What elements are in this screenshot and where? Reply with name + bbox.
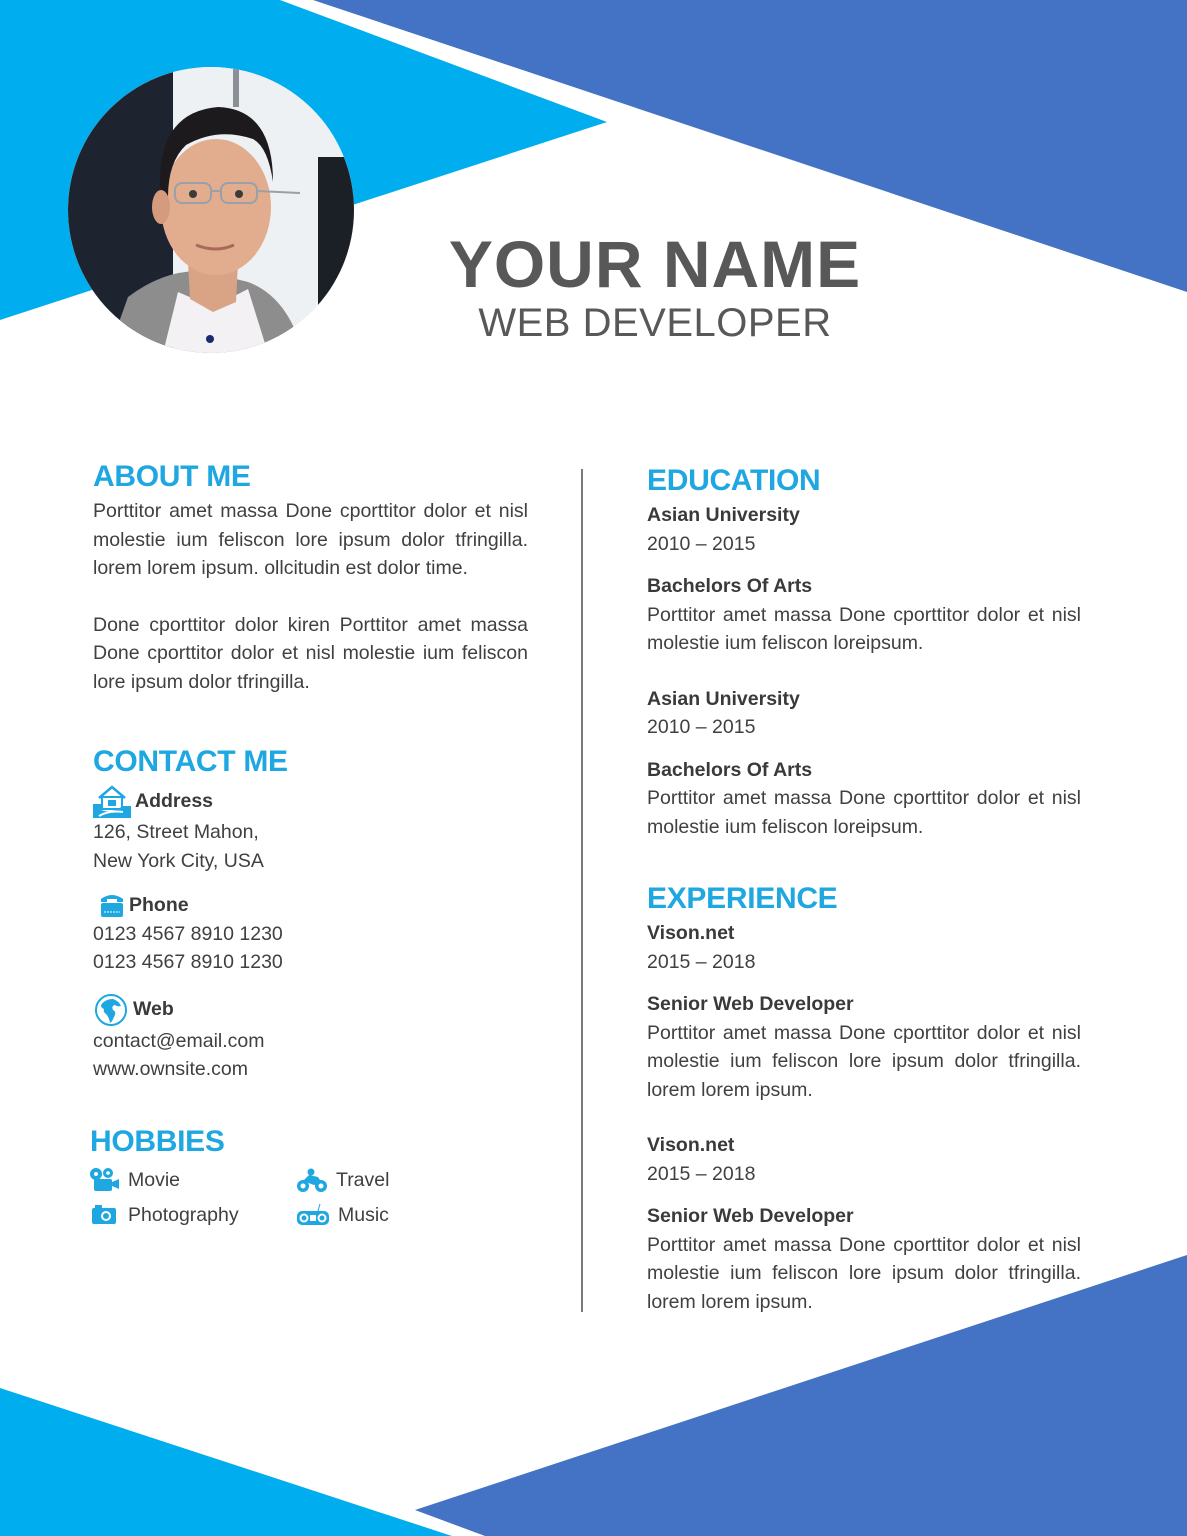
company-name: Vison.net (647, 922, 735, 944)
portrait-illustration (68, 67, 354, 353)
hobby-label: Travel (336, 1168, 390, 1191)
globe-icon (93, 993, 129, 1027)
phone-number[interactable]: 0123 4567 8910 1230 (93, 922, 283, 945)
about-heading: ABOUT ME (93, 460, 251, 493)
school-name: Asian University (647, 504, 800, 526)
film-projector-icon (88, 1167, 120, 1193)
degree-name: Bachelors Of Arts (647, 575, 813, 597)
hobby-item (296, 1201, 446, 1230)
camera-icon (88, 1202, 120, 1228)
web-label: Web (133, 998, 174, 1021)
address-line: 126, Street Mahon, (93, 821, 259, 843)
company-name: Vison.net (647, 1134, 735, 1156)
experience-description: Porttitor amet massa Done cporttitor dolor et nisl molestie ium feliscon lore ipsum dolor tfringilla. lorem lorem ipsum. (647, 1233, 1081, 1313)
experience-years: 2015 – 2018 (647, 1162, 756, 1185)
person-name: YOUR NAME (448, 227, 862, 301)
position-title: Senior Web Developer (647, 993, 854, 1015)
education-description: Porttitor amet massa Done cporttitor dolor et nisl molestie ium feliscon loreipsum. (647, 603, 1081, 654)
job-title: WEB DEVELOPER (478, 301, 832, 345)
contact-web (93, 993, 528, 1084)
column-divider (581, 469, 583, 1312)
hobby-item (296, 1166, 446, 1195)
contact-section (93, 742, 528, 1084)
house-icon (93, 784, 131, 818)
contact-address (93, 784, 528, 875)
bottom-left-cyan-shape (0, 1388, 452, 1536)
experience-section (647, 879, 1081, 1316)
website-link[interactable]: www.ownsite.com (93, 1058, 248, 1080)
education-heading: EDUCATION (647, 464, 821, 497)
phone-label: Phone (129, 894, 189, 916)
school-name: Asian University (647, 687, 800, 710)
hobbies-heading: HOBBIES (90, 1124, 225, 1158)
experience-description: Porttitor amet massa Done cporttitor dolor et nisl molestie ium feliscon lore ipsum dolor tfringilla. lorem lorem ipsum. (647, 1021, 1081, 1101)
contact-phone (93, 891, 528, 977)
education-entry (647, 501, 1081, 658)
hobbies-section (90, 1122, 528, 1230)
radio-icon (296, 1202, 330, 1228)
motorcycle-icon (296, 1167, 328, 1193)
degree-name: Bachelors Of Arts (647, 758, 813, 781)
education-entry (647, 685, 1081, 842)
experience-entry (647, 919, 1081, 1104)
position-title: Senior Web Developer (647, 1205, 854, 1227)
address-line: New York City, USA (93, 849, 264, 872)
hobby-label: Photography (128, 1203, 239, 1226)
hobby-label: Movie (128, 1168, 181, 1191)
right-column (647, 461, 1081, 1316)
hobby-item (88, 1201, 296, 1230)
left-column (90, 457, 528, 1230)
hobby-item (88, 1166, 296, 1195)
experience-entry (647, 1131, 1081, 1316)
education-years: 2010 – 2015 (647, 532, 756, 555)
email-link[interactable]: contact@email.com (93, 1029, 265, 1052)
hobbies-grid (88, 1166, 528, 1230)
education-description: Porttitor amet massa Done cporttitor dolor et nisl molestie ium feliscon loreipsum. (647, 787, 1081, 838)
phone-number[interactable]: 0123 4567 8910 1230 (93, 951, 283, 973)
experience-years: 2015 – 2018 (647, 950, 756, 973)
about-paragraph: Porttitor amet massa Done cporttitor dolor et nisl molestie ium feliscon lore ipsum dolor tfringilla. lorem lorem ipsum. ollcitudin est dolor time. (93, 500, 528, 579)
address-label: Address (135, 789, 214, 812)
profile-photo (68, 67, 354, 353)
education-years: 2010 – 2015 (647, 716, 756, 738)
contact-heading: CONTACT ME (93, 745, 288, 778)
education-section (647, 461, 1081, 841)
hobby-label: Music (338, 1203, 389, 1226)
title-block (420, 228, 890, 346)
experience-heading: EXPERIENCE (647, 882, 838, 915)
telephone-icon (99, 891, 125, 919)
about-paragraph: Done cporttitor dolor kiren Porttitor amet massa Done cporttitor dolor et nisl molestie ium feliscon lore ipsum dolor tfringilla. (93, 613, 528, 693)
about-section (93, 457, 528, 696)
